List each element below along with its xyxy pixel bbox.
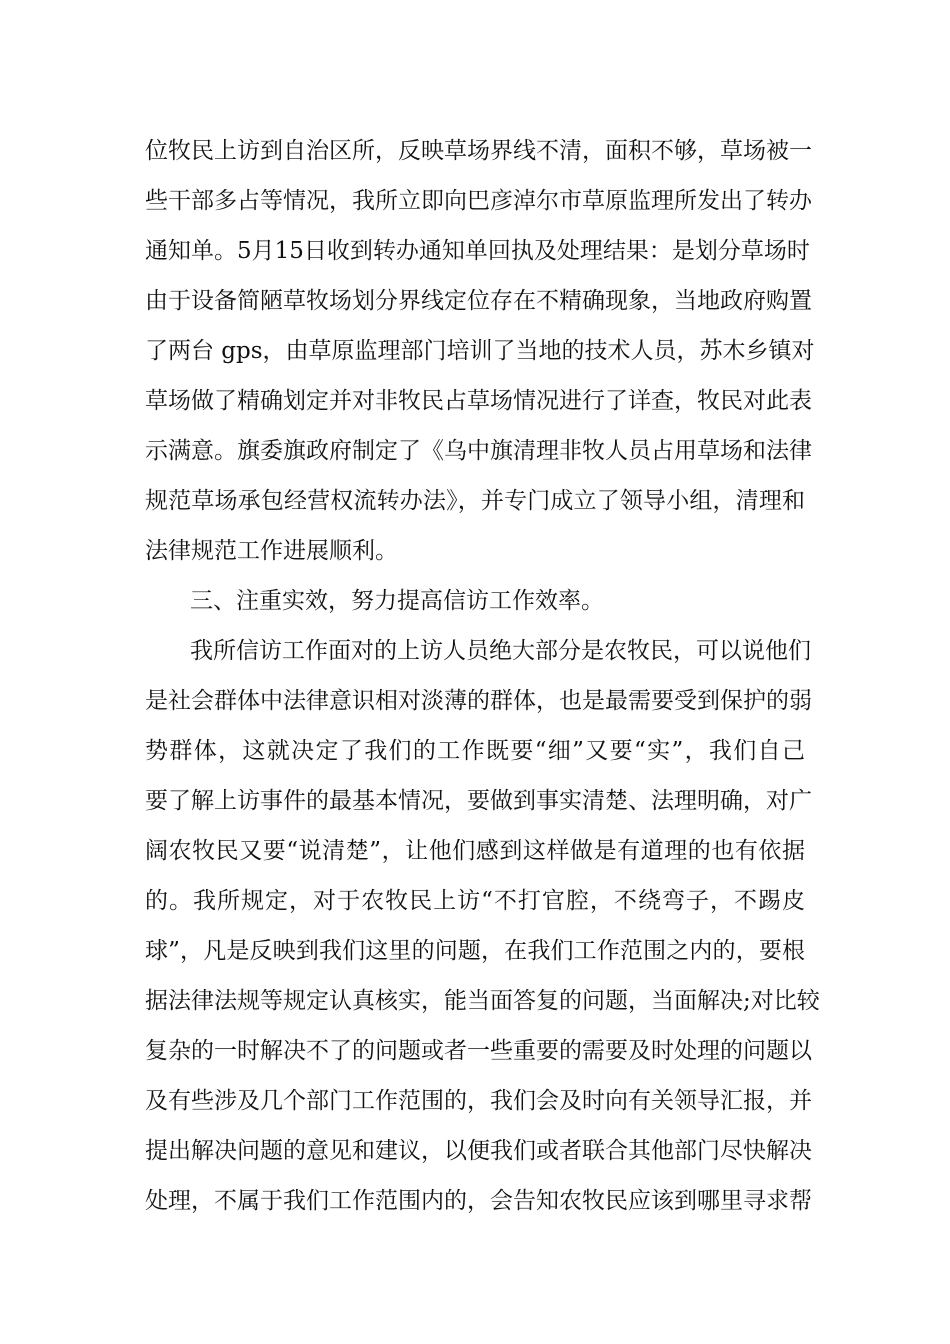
section-heading: 三、注重实效，努力提高信访工作效率。	[190, 588, 604, 614]
text-line: 及有些涉及几个部门工作范围的，我们会及时向有关领导汇报，并	[145, 1088, 812, 1114]
text-line: 规范草场承包经营权流转办法》，并专门成立了领导小组，清理和	[145, 488, 805, 514]
text-line: 了两台 gps，由草原监理部门培训了当地的技术人员，苏木乡镇对	[145, 338, 815, 364]
text-line: 阔农牧民又要“说清楚”，让他们感到这样做是有道理的也有依据	[145, 838, 805, 864]
text-line: 据法律法规等规定认真核实，能当面答复的问题，当面解决;对比较	[145, 988, 820, 1014]
text-line: 我所信访工作面对的上访人员绝大部分是农牧民，可以说他们	[190, 638, 811, 664]
text-line: 由于设备简陋草牧场划分界线定位存在不精确现象，当地政府购置	[145, 288, 812, 314]
paragraph-end-line: 法律规范工作进展顺利。	[145, 538, 398, 564]
text-line: 草场做了精确划定并对非牧民占草场情况进行了详查，牧民对此表	[145, 388, 812, 414]
text-line: 球”，凡是反映到我们这里的问题，在我们工作范围之内的，要根	[145, 938, 805, 964]
text-line: 位牧民上访到自治区所，反映草场界线不清，面积不够，草场被一	[145, 138, 812, 164]
text-line: 势群体，这就决定了我们的工作既要“细”又要“实”，我们自己	[145, 738, 805, 764]
text-line: 些干部多占等情况，我所立即向巴彦淖尔市草原监理所发出了转办	[145, 188, 812, 214]
text-line: 通知单。5月15日收到转办通知单回执及处理结果：是划分草场时	[145, 238, 810, 264]
text-line: 要了解上访事件的最基本情况，要做到事实清楚、法理明确，对广	[145, 788, 812, 814]
text-line: 示满意。旗委旗政府制定了《乌中旗清理非牧人员占用草场和法律	[145, 438, 812, 464]
text-line: 提出解决问题的意见和建议，以便我们或者联合其他部门尽快解决	[145, 1138, 812, 1164]
text-line: 的。我所规定，对于农牧民上访“不打官腔，不绕弯子，不踢皮	[145, 888, 805, 914]
text-line: 处理，不属于我们工作范围内的，会告知农牧民应该到哪里寻求帮	[145, 1188, 812, 1214]
text-line: 复杂的一时解决不了的问题或者一些重要的需要及时处理的问题以	[145, 1038, 812, 1064]
text-line: 是社会群体中法律意识相对淡薄的群体，也是最需要受到保护的弱	[145, 688, 812, 714]
